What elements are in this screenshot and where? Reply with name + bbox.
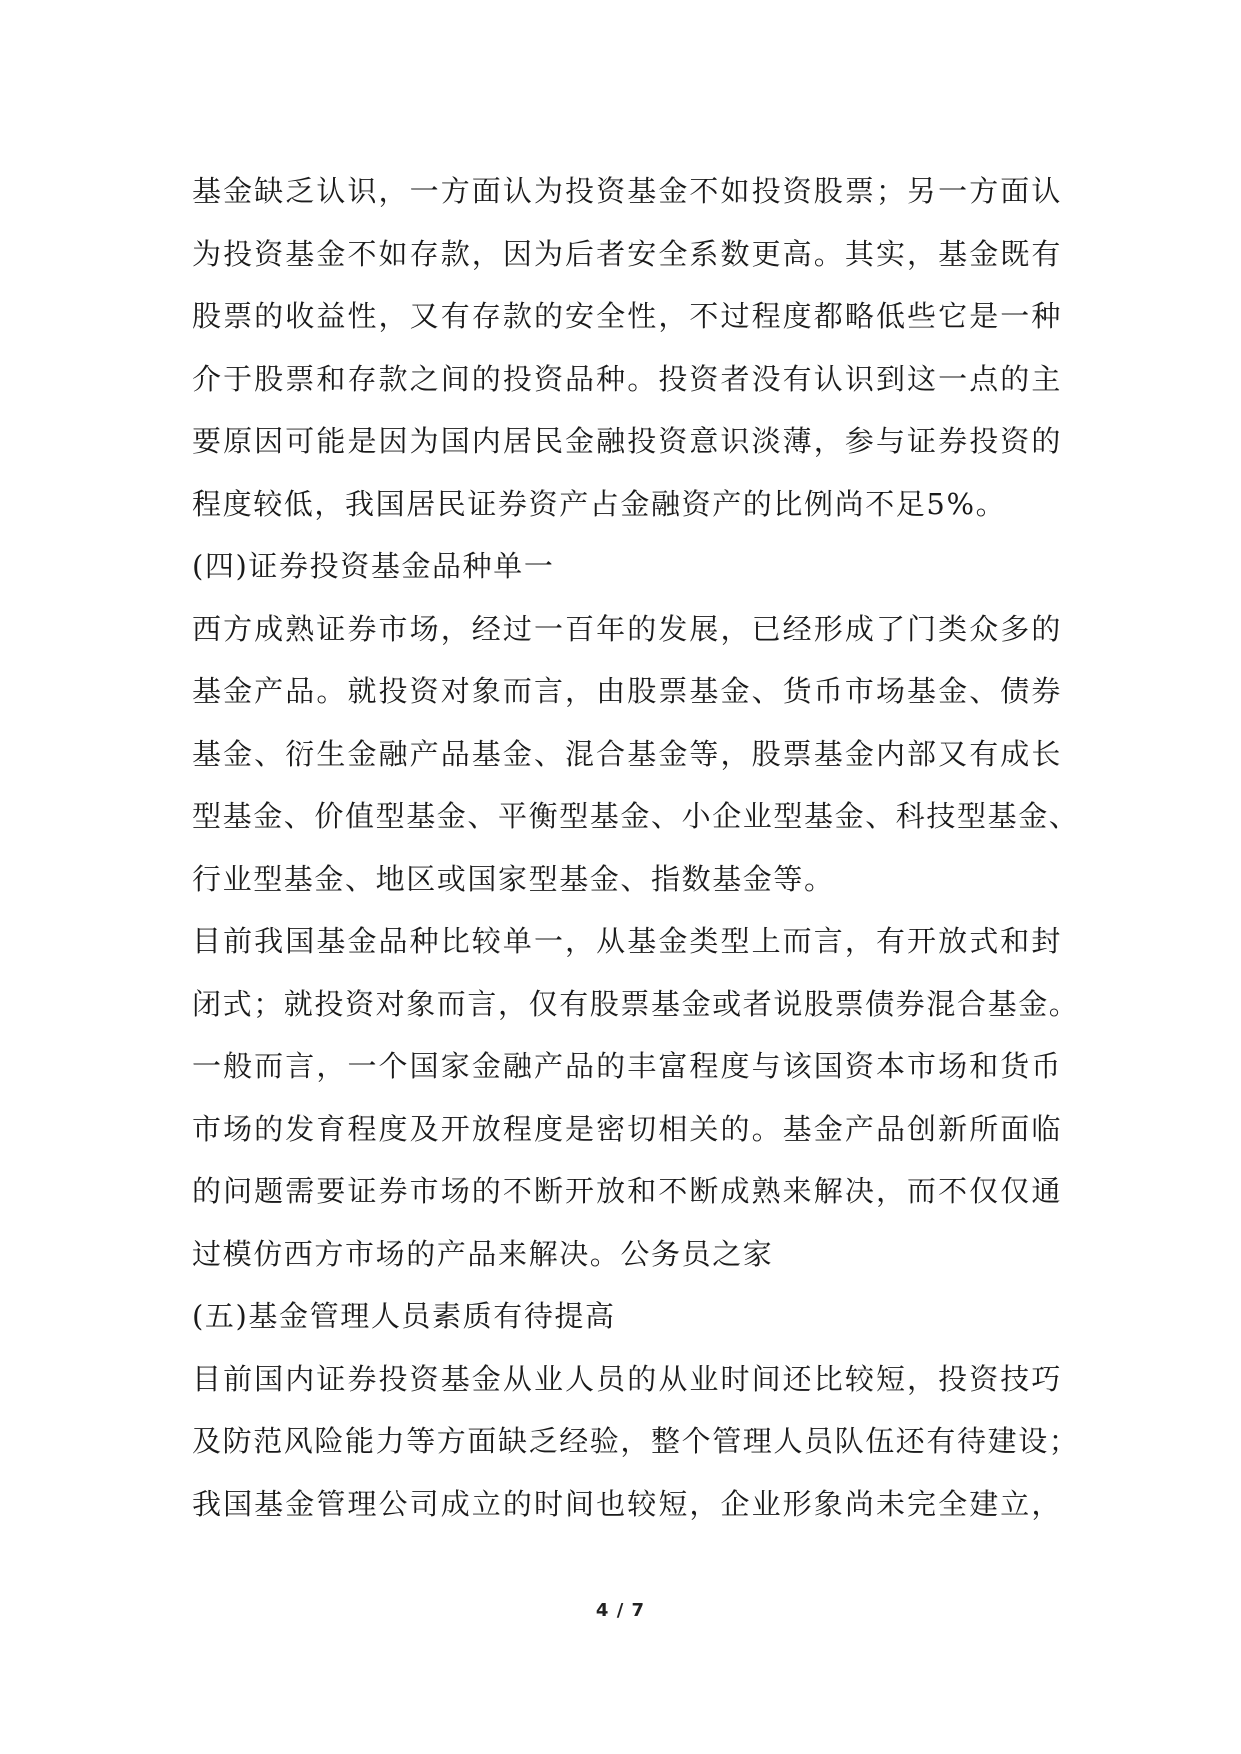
text-line: 基金、衍生金融产品基金、混合基金等，股票基金内部又有成长 (192, 736, 1062, 771)
text-line: 闭式；就投资对象而言，仅有股票基金或者说股票债券混合基金。 (192, 986, 1080, 1021)
text-line: 我国基金管理公司成立的时间也较短，企业形象尚未完全建立， (192, 1486, 1062, 1521)
text-line: 基金产品。就投资对象而言，由股票基金、货币市场基金、债券 (192, 674, 1062, 708)
text-line: 及防范风险能力等方面缺乏经验，整个管理人员队伍还有待建设； (192, 1424, 1080, 1458)
page-number: 4 / 7 (595, 1600, 646, 1621)
text-line: 西方成熟证券市场，经过一百年的发展，已经形成了门类众多的 (192, 611, 1062, 646)
text-line: 市场的发育程度及开放程度是密切相关的。基金产品创新所面临 (192, 1111, 1062, 1146)
text-line: 基金缺乏认识，一方面认为投资基金不如投资股票；另一方面认 (192, 174, 1062, 208)
text-line: 股票的收益性，又有存款的安全性，不过程度都略低些它是一种 (192, 299, 1062, 333)
text-line: 程度较低，我国居民证券资产占金融资产的比例尚不足5%。 (192, 486, 1007, 521)
text-line: (五)基金管理人员素质有待提高 (192, 1299, 616, 1333)
text-line: 行业型基金、地区或国家型基金、指数基金等。 (192, 861, 835, 896)
text-line: 一般而言，一个国家金融产品的丰富程度与该国资本市场和货币 (192, 1049, 1062, 1083)
text-line: 目前国内证券投资基金从业人员的从业时间还比较短，投资技巧 (192, 1361, 1062, 1396)
text-line: 过模仿西方市场的产品来解决。公务员之家 (192, 1236, 774, 1271)
text-line: 为投资基金不如存款，因为后者安全系数更高。其实，基金既有 (192, 236, 1062, 271)
text-line: 介于股票和存款之间的投资品种。投资者没有认识到这一点的主 (192, 361, 1062, 396)
text-line: 型基金、价值型基金、平衡型基金、小企业型基金、科技型基金、 (192, 799, 1080, 833)
text-line: (四)证券投资基金品种单一 (192, 549, 555, 583)
text-line: 目前我国基金品种比较单一，从基金类型上而言，有开放式和封 (192, 924, 1062, 958)
document-body (192, 160, 1080, 1535)
text-line: 的问题需要证券市场的不断开放和不断成熟来解决，而不仅仅通 (192, 1174, 1062, 1208)
text-line: 要原因可能是因为国内居民金融投资意识淡薄，参与证券投资的 (192, 424, 1062, 458)
